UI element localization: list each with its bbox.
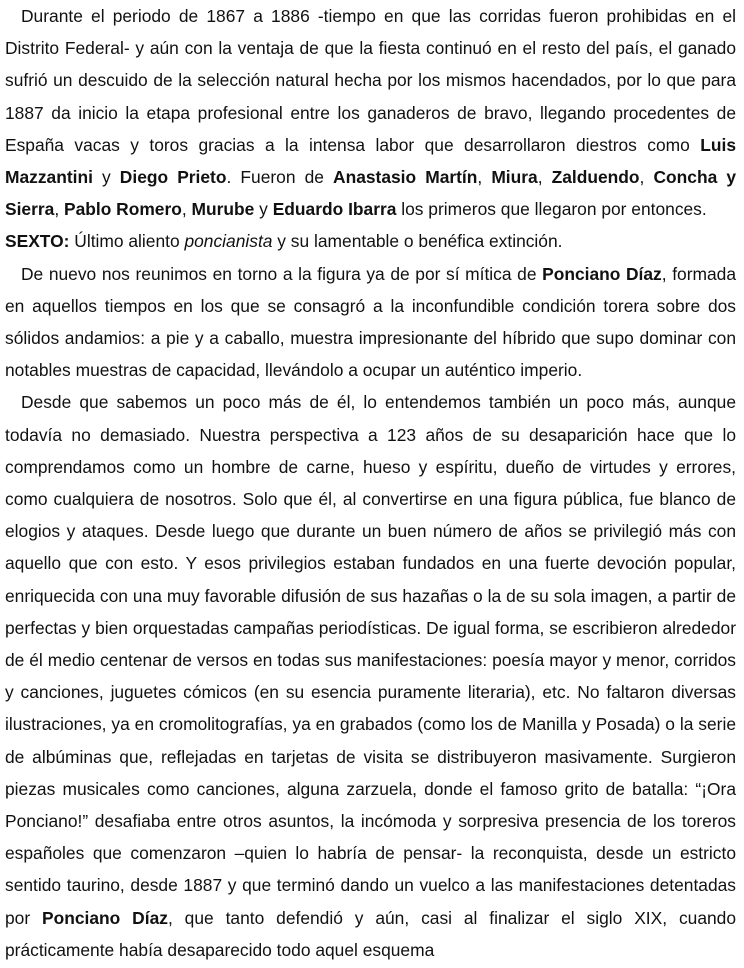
name-ponciano-diaz: Ponciano Díaz <box>42 907 168 928</box>
paragraph-ganaderos <box>5 0 736 225</box>
paragraph-figura-mitica <box>5 258 736 387</box>
paragraph-perspectiva <box>5 386 736 966</box>
text-run: Desde que sabemos un poco más de él, lo entendemos también un poco más, aunque todavía no demasiado. Nuestra perspectiva a 123 años de su desaparición hace que lo comprendamos como un hombre de carne, hueso y espíritu, dueño de virtudes y errores, como cualquiera de nosotros. Solo que él, al convertirse en una figura pública, fue blanco de elogios y ataques. Desde luego que durante un buen número de años se privilegió más con aquello que con esto. Y esos privilegios estaban fundados en una fuerte devoción popular, enriquecida con una muy favorable difusión de sus hazañas o la de su sola imagen, a partir de perfectas y bien orquestadas campañas periodísticas. De igual forma, se escribieron alrededor de él medio centenar de versos en todas sus manifestaciones: poesía mayor y menor, corridos y canciones, juguetes cómicos (en su esencia puramente literaria), etc. No faltaron diversas ilustraciones, ya en cromolitografías, ya en grabados (como los de Manilla y Posada) o la serie de albúminas que, reflejadas en tarjetas de visita se distribuyeron masivamente. Surgieron piezas musicales como canciones, alguna zarzuela, donde el famoso grito de batalla: “¡Ora Ponciano!” desafiaba entre otros asuntos, la incómoda y sorpresiva presencia de los toreros españoles que comenzaron –quien lo habría de pensar- la reconquista, desde un estricto sentido taurino, desde 1887 y que terminó dando un vuelco a las manifestaciones detentadas por <box>5 392 736 928</box>
name-miura: Miura <box>491 167 538 188</box>
name-anastasio-martin: Anastasio Martín <box>333 167 478 188</box>
text-run: , formada en aquellos tiempos en los que se consagró a la inconfundible condición torera sobre dos sólidos andamios: a pie y a caballo, muestra impresionante del híbrido que supo dominar con notables muestras de capacidad, llevándolo a ocupar un auténtico imperio. <box>5 263 736 381</box>
text-run: , que tanto defendió y aún, casi al finalizar el siglo XIX, cuando prácticamente había desaparecido todo aquel esquema <box>5 907 737 960</box>
section-label: SEXTO: <box>5 231 70 252</box>
text-run: , <box>639 167 654 188</box>
name-diego-prieto: Diego Prieto <box>119 167 227 188</box>
name-eduardo-ibarra: Eduardo Ibarra <box>272 199 397 220</box>
text-run: , <box>54 199 64 220</box>
name-ponciano-diaz: Ponciano Díaz <box>542 263 662 284</box>
text-run: y <box>254 199 273 220</box>
name-concha-y-sierra: Concha y Sierra <box>5 167 736 220</box>
text-run: , <box>537 167 552 188</box>
text-run: , <box>477 167 492 188</box>
text-run: los primeros que llegaron por entonces. <box>396 199 707 220</box>
text-run: y <box>92 167 120 188</box>
name-murube: Murube <box>191 199 255 220</box>
section-heading-sexto <box>5 225 736 257</box>
text-run: y su lamentable o benéfica extinción. <box>272 231 563 252</box>
text-run: Último aliento <box>69 231 185 252</box>
name-pablo-romero: Pablo Romero <box>63 199 182 220</box>
text-run: De nuevo nos reunimos en torno a la figura ya de por sí mítica de <box>21 263 543 284</box>
italic-term-poncianista: poncianista <box>184 231 273 252</box>
name-luis-mazzantini: Luis Mazzantini <box>5 134 736 188</box>
name-zalduendo: Zalduendo <box>551 167 640 188</box>
document-page <box>5 0 736 966</box>
text-run: . Fueron de <box>226 167 334 188</box>
text-run: , <box>181 199 192 220</box>
text-run: Durante el periodo de 1867 a 1886 -tiempo en que las corridas fueron prohibidas en el Distrito Federal- y aún con la ventaja de que la fiesta continuó en el resto del país, el ganado sufrió un descuido de la selección natural hecha por los mismos hacendados, por lo que para 1887 da inicio la etapa profesional entre los ganaderos de bravo, llegando procedentes de España vacas y toros gracias a la intensa labor que desarrollaron diestros como <box>5 6 736 155</box>
